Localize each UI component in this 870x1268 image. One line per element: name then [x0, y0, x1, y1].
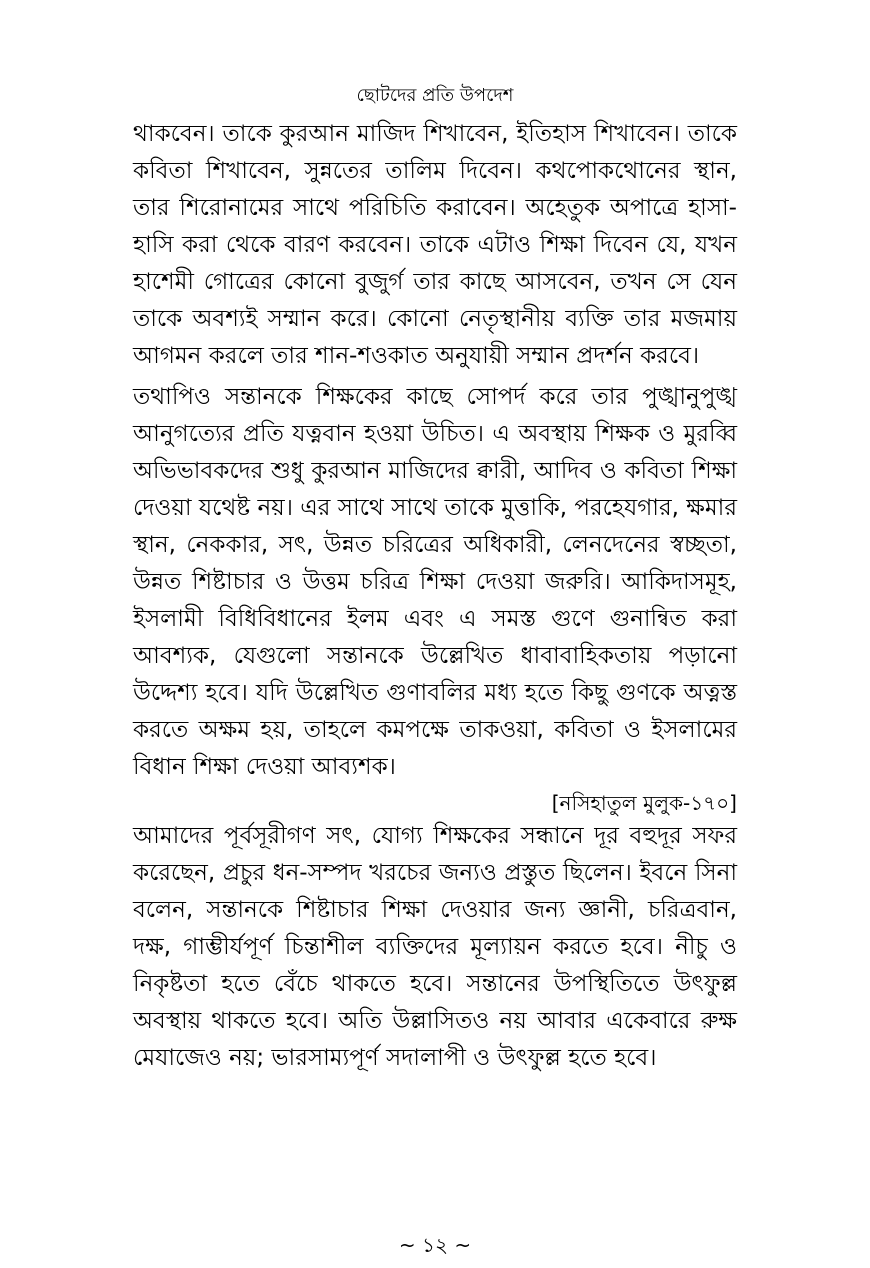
page-number: ~ ১২ ~	[398, 1233, 472, 1257]
running-header: ছোটদের প্রতি উপদেশ	[356, 85, 514, 106]
paragraph-2: তথাপিও সন্তানকে শিক্ষকের কাছে সোপর্দ করে তার পুঙ্খানুপুঙ্খ আনুগত্যের প্রতি যত্নবান হওয়া উচিত। এ অবস্থায় শিক্ষক ও মুরব্বি অভিভাবকদের শুধু কুরআন মাজিদের ক্বারী, আদিব ও কবিতা শিক্ষা দেওয়া যথেষ্ট নয়। এর সাথে সাথে তাকে মুত্তাকি, পরহেযগার, ক্ষমার স্থান, নেককার, সৎ, উন্নত চরিত্রের অধিকারী, লেনদেনের স্বচ্ছতা, উন্নত শিষ্টাচার ও উত্তম চরিত্র শিক্ষা দেওয়া জরুরি। আকিদাসমূহ, ইসলামী বিধিবিধানের ইলম এবং এ সমস্ত গুণে গুনান্বিত করা আবশ্যক, যেগুলো সন্তানকে উল্লেখিত ধাবাবাহিকতায় পড়ানো উদ্দেশ্য হবে। যদি উল্লেখিত গুণাবলির মধ্য হতে কিছু গুণকে অত্নস্ত করতে অক্ষম হয়, তাহলে কমপক্ষে তাকওয়া, কবিতা ও ইসলামের বিধান শিক্ষা দেওয়া আব্যশক।	[133, 384, 737, 780]
paragraph-1: থাকবেন। তাকে কুরআন মাজিদ শিখাবেন, ইতিহাস শিখাবেন। তাকে কবিতা শিখাবেন, সুন্নতের তালিম দিবেন। কথপোকথোনের স্থান, তার শিরোনামের সাথে পরিচিতি করাবেন। অহেতুক অপাত্রে হাসা-হাসি করা থেকে বারণ করবেন। তাকে এটাও শিক্ষা দিবেন যে, যখন হাশেমী গোত্রের কোনো বুজুর্গ তার কাছে আসবেন, তখন সে যেন তাকে অবশ্যই সম্মান করে। কোনো নেতৃস্থানীয় ব্যক্তি তার মজমায় আগমন করলে তার শান-শওকাত অনুযায়ী সম্মান প্রদর্শন করবে।	[133, 121, 737, 369]
paragraph-3: আমাদের পূর্বসূরীগণ সৎ, যোগ্য শিক্ষকের সন্ধানে দূর বহুদূর সফর করেছেন, প্রচুর ধন-সম্পদ খরচের জন্যও প্রস্তুত ছিলেন। ইবনে সিনা বলেন, সন্তানকে শিষ্টাচার শিক্ষা দেওয়ার জন্য জ্ঞানী, চরিত্রবান, দক্ষ, গাম্ভীর্যপূর্ণ চিন্তাশীল ব্যক্তিদের মূল্যায়ন করতে হবে। নীচু ও নিকৃষ্টতা হতে বেঁচে থাকতে হবে। সন্তানের উপস্থিতিতে উৎফুল্ল অবস্থায় থাকতে হবে। অতি উল্লাসিতও নয় আবার একেবারে রুক্ষ মেযাজেও নয়; ভারসাম্যপূর্ণ সদালাপী ও উৎফুল্ল হতে হবে।	[133, 823, 737, 1071]
body-text	[133, 116, 737, 1077]
citation: [নসিহাতুল মুলুক-১৭০]	[551, 791, 737, 815]
